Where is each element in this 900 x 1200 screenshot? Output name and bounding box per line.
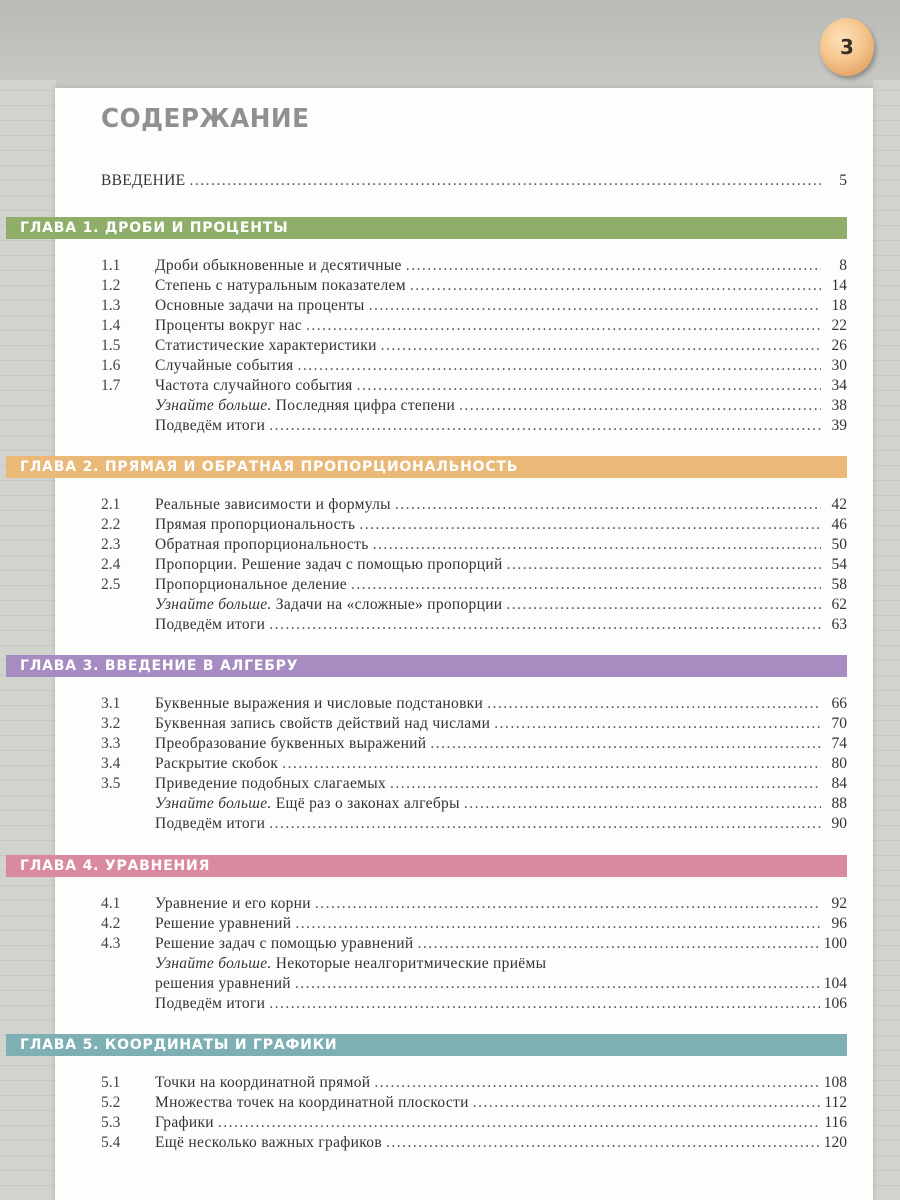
leader-dots — [406, 257, 821, 275]
toc-entry-page: 58 — [831, 576, 847, 593]
page-margin-right — [873, 80, 900, 1200]
leader-dots — [410, 277, 821, 295]
toc-entry-number: 1.5 — [101, 337, 121, 354]
chapter-heading-2[interactable] — [6, 456, 847, 478]
chapter-heading-1[interactable] — [6, 217, 847, 239]
toc-entry[interactable] — [0, 755, 847, 775]
toc-entry-page: 120 — [823, 1134, 847, 1151]
toc-entry-number: 2.3 — [101, 536, 121, 553]
chapter-heading-text: ГЛАВА 1. ДРОБИ И ПРОЦЕНТЫ — [20, 220, 289, 236]
toc-entry[interactable] — [0, 695, 847, 715]
toc-entry-page: 90 — [831, 815, 847, 832]
toc-entry-number: 2.4 — [101, 556, 121, 573]
toc-entry[interactable] — [0, 417, 847, 437]
toc-entry-label: Приведение подобных слагаемых — [155, 775, 386, 792]
toc-entry-page: 30 — [831, 357, 847, 374]
toc-entry[interactable] — [0, 715, 847, 735]
toc-entry[interactable] — [0, 895, 847, 915]
toc-entry-label: Решение задач с помощью уравнений — [155, 935, 414, 952]
toc-entry-page: 104 — [823, 975, 847, 992]
chapter-heading-4[interactable] — [6, 855, 847, 877]
toc-entry-page: 39 — [831, 417, 847, 434]
toc-entry-page: 74 — [831, 735, 847, 752]
toc-entry-page: 18 — [831, 297, 847, 314]
toc-entry[interactable] — [0, 556, 847, 576]
chapter-heading-text: ГЛАВА 4. УРАВНЕНИЯ — [20, 858, 211, 874]
toc-entry[interactable] — [0, 1094, 847, 1114]
toc-entry[interactable] — [0, 1074, 847, 1094]
leader-dots — [395, 496, 821, 514]
toc-entry-label: Дроби обыкновенные и десятичные — [155, 257, 402, 274]
toc-entry[interactable] — [0, 257, 847, 277]
toc-entry-number: 1.7 — [101, 377, 121, 394]
page-margin-left — [0, 80, 56, 1200]
toc-entry-page: 92 — [831, 895, 847, 912]
toc-entry-number: 2.2 — [101, 516, 121, 533]
toc-entry-label: ВВЕДЕНИЕ — [101, 172, 186, 189]
toc-entry[interactable] — [0, 277, 847, 297]
toc-entry-page: 106 — [823, 995, 847, 1012]
leader-dots — [357, 377, 821, 395]
learn-more-tag: Узнайте больше. — [155, 397, 272, 414]
leader-dots — [269, 417, 821, 435]
toc-entry-page: 34 — [831, 377, 847, 394]
toc-entry-page: 108 — [823, 1074, 847, 1091]
leader-dots — [315, 895, 821, 913]
toc-entry-label — [155, 795, 460, 813]
toc-entry-page: 84 — [831, 775, 847, 792]
leader-dots — [189, 172, 821, 190]
toc-entry-page: 62 — [831, 596, 847, 613]
chapter-heading-text: ГЛАВА 3. ВВЕДЕНИЕ В АЛГЕБРУ — [20, 658, 299, 674]
toc-entry[interactable] — [0, 357, 847, 377]
leader-dots — [381, 337, 821, 355]
toc-entry-page: 14 — [831, 277, 847, 294]
toc-entry[interactable] — [0, 1134, 847, 1154]
toc-entry[interactable] — [0, 775, 847, 795]
toc-entry[interactable] — [0, 496, 847, 516]
toc-entry[interactable] — [0, 337, 847, 357]
toc-entry-label: Пропорции. Решение задач с помощью пропорций — [155, 556, 503, 573]
toc-entry-page: 88 — [831, 795, 847, 812]
leader-dots — [464, 795, 821, 813]
toc-entry[interactable] — [0, 955, 847, 975]
toc-entry-page: 63 — [831, 616, 847, 633]
leader-dots — [351, 576, 821, 594]
toc-entry-label: Множества точек на координатной плоскости — [155, 1094, 469, 1111]
toc-entry-page: 42 — [831, 496, 847, 513]
toc-entry-number: 5.3 — [101, 1114, 121, 1131]
toc-entry-number: 3.5 — [101, 775, 121, 792]
toc-entry[interactable] — [0, 915, 847, 935]
toc-entry-label — [155, 397, 455, 415]
page-number-badge — [820, 18, 874, 76]
toc-entry-label: Степень с натуральным показателем — [155, 277, 406, 294]
leader-dots — [269, 995, 820, 1013]
toc-entry-label: Решение уравнений — [155, 915, 292, 932]
toc-entry-label: Статистические характеристики — [155, 337, 377, 354]
toc-entry[interactable] — [0, 995, 847, 1015]
toc-entry-page: 66 — [831, 695, 847, 712]
leader-dots — [218, 1114, 820, 1132]
toc-entry[interactable] — [0, 975, 847, 995]
toc-entry-number: 3.3 — [101, 735, 121, 752]
toc-entry-number: 4.3 — [101, 935, 121, 952]
toc-entry[interactable] — [0, 815, 847, 835]
toc-entry-number: 1.1 — [101, 257, 121, 274]
toc-entry-label: Реальные зависимости и формулы — [155, 496, 391, 513]
toc-entry-label: Уравнение и его корни — [155, 895, 311, 912]
toc-entry-page: 112 — [824, 1094, 847, 1111]
leader-dots — [269, 616, 821, 634]
chapter-heading-text: ГЛАВА 2. ПРЯМАЯ И ОБРАТНАЯ ПРОПОРЦИОНАЛЬНОСТЬ — [20, 459, 519, 475]
page-number: 3 — [840, 35, 854, 59]
toc-entry-page: 5 — [839, 172, 847, 189]
toc-entry-label: Случайные события — [155, 357, 294, 374]
toc-entry-label: Частота случайного события — [155, 377, 353, 394]
toc-entry-label: Пропорциональное деление — [155, 576, 347, 593]
toc-entry-page: 70 — [831, 715, 847, 732]
toc-entry-label: Графики — [155, 1114, 214, 1131]
leader-dots — [369, 297, 821, 315]
leader-dots — [295, 915, 821, 933]
toc-entry[interactable] — [0, 795, 847, 815]
toc-entry[interactable] — [0, 377, 847, 397]
toc-entry-number: 4.1 — [101, 895, 121, 912]
leader-dots — [374, 1074, 819, 1092]
toc-entry[interactable] — [0, 935, 847, 955]
toc-entry-number: 5.1 — [101, 1074, 121, 1091]
toc-entry-label: Основные задачи на проценты — [155, 297, 365, 314]
toc-entry-number: 5.2 — [101, 1094, 121, 1111]
toc-entry-number: 1.6 — [101, 357, 121, 374]
toc-entry[interactable] — [0, 317, 847, 337]
toc-entry[interactable] — [0, 735, 847, 755]
toc-entry-number: 3.2 — [101, 715, 121, 732]
leader-dots — [359, 516, 821, 534]
toc-entry-label: Буквенные выражения и числовые подстановки — [155, 695, 484, 712]
leader-dots — [390, 775, 821, 793]
toc-entry-page: 50 — [831, 536, 847, 553]
leader-dots — [487, 695, 821, 713]
toc-entry-number: 1.4 — [101, 317, 121, 334]
toc-entry[interactable] — [0, 576, 847, 596]
leader-dots — [386, 1134, 820, 1152]
toc-entry-number: 4.2 — [101, 915, 121, 932]
leader-dots — [282, 755, 821, 773]
toc-entry-label: Раскрытие скобок — [155, 755, 279, 772]
toc-entry-page: 116 — [824, 1114, 847, 1131]
toc-entry-number: 3.4 — [101, 755, 121, 772]
toc-entry[interactable] — [0, 596, 847, 616]
toc-entry-label — [155, 955, 546, 973]
toc-entry-label-continued: решения уравнений — [155, 975, 291, 992]
toc-entry-title: Некоторые неалгоритмические приёмы — [275, 955, 547, 972]
leader-dots — [430, 735, 821, 753]
toc-entry-label: Подведём итоги — [155, 995, 266, 1012]
toc-entry-number: 2.5 — [101, 576, 121, 593]
toc-entry-label — [155, 596, 502, 614]
toc-entry-label: Буквенная запись свойств действий над числами — [155, 715, 491, 732]
learn-more-tag: Узнайте больше. — [155, 795, 272, 812]
toc-entry-label: Обратная пропорциональность — [155, 536, 369, 553]
toc-entry-page: 46 — [831, 516, 847, 533]
toc-entry-title: Последняя цифра степени — [275, 397, 456, 414]
page-title: СОДЕРЖАНИЕ — [101, 104, 310, 134]
leader-dots — [507, 556, 821, 574]
toc-entry-label: Подведём итоги — [155, 616, 266, 633]
leader-dots — [494, 715, 821, 733]
leader-dots — [417, 935, 819, 953]
toc-entry-number: 3.1 — [101, 695, 121, 712]
leader-dots — [506, 596, 821, 614]
learn-more-tag: Узнайте больше. — [155, 596, 272, 613]
toc-entry-label: Ещё несколько важных графиков — [155, 1134, 382, 1151]
toc-entry-intro[interactable] — [0, 172, 847, 192]
toc-entry-page: 96 — [831, 915, 847, 932]
toc-entry-page: 26 — [831, 337, 847, 354]
toc-entry-title: Ещё раз о законах алгебры — [275, 795, 460, 812]
toc-entry[interactable] — [0, 616, 847, 636]
toc-entry-number: 5.4 — [101, 1134, 121, 1151]
toc-entry[interactable] — [0, 297, 847, 317]
toc-entry-number: 1.3 — [101, 297, 121, 314]
toc-entry-label: Проценты вокруг нас — [155, 317, 303, 334]
toc-entry-label: Прямая пропорциональность — [155, 516, 356, 533]
toc-entry-page: 80 — [831, 755, 847, 772]
toc-entry-page: 100 — [823, 935, 847, 952]
toc-entry[interactable] — [0, 516, 847, 536]
leader-dots — [459, 397, 821, 415]
toc-entry-label: Подведём итоги — [155, 815, 266, 832]
toc-entry-page: 38 — [831, 397, 847, 414]
leader-dots — [306, 317, 821, 335]
leader-dots — [373, 536, 821, 554]
toc-entry[interactable] — [0, 397, 847, 417]
chapter-heading-5[interactable] — [6, 1034, 847, 1056]
toc-entry-label: Преобразование буквенных выражений — [155, 735, 427, 752]
toc-entry-page: 22 — [831, 317, 847, 334]
toc-entry[interactable] — [0, 536, 847, 556]
toc-entry-label: Точки на координатной прямой — [155, 1074, 371, 1091]
toc-entry-number: 2.1 — [101, 496, 121, 513]
leader-dots — [298, 357, 822, 375]
leader-dots — [473, 1094, 821, 1112]
toc-entry-number: 1.2 — [101, 277, 121, 294]
chapter-heading-text: ГЛАВА 5. КООРДИНАТЫ И ГРАФИКИ — [20, 1037, 338, 1053]
toc-entry-page: 54 — [831, 556, 847, 573]
leader-dots — [269, 815, 821, 833]
chapter-heading-3[interactable] — [6, 655, 847, 677]
toc-entry-label: Подведём итоги — [155, 417, 266, 434]
toc-entry[interactable] — [0, 1114, 847, 1134]
toc-entry-title: Задачи на «сложные» пропорции — [275, 596, 503, 613]
leader-dots — [295, 975, 820, 993]
toc-entry-page: 8 — [839, 257, 847, 274]
learn-more-tag: Узнайте больше. — [155, 955, 272, 972]
